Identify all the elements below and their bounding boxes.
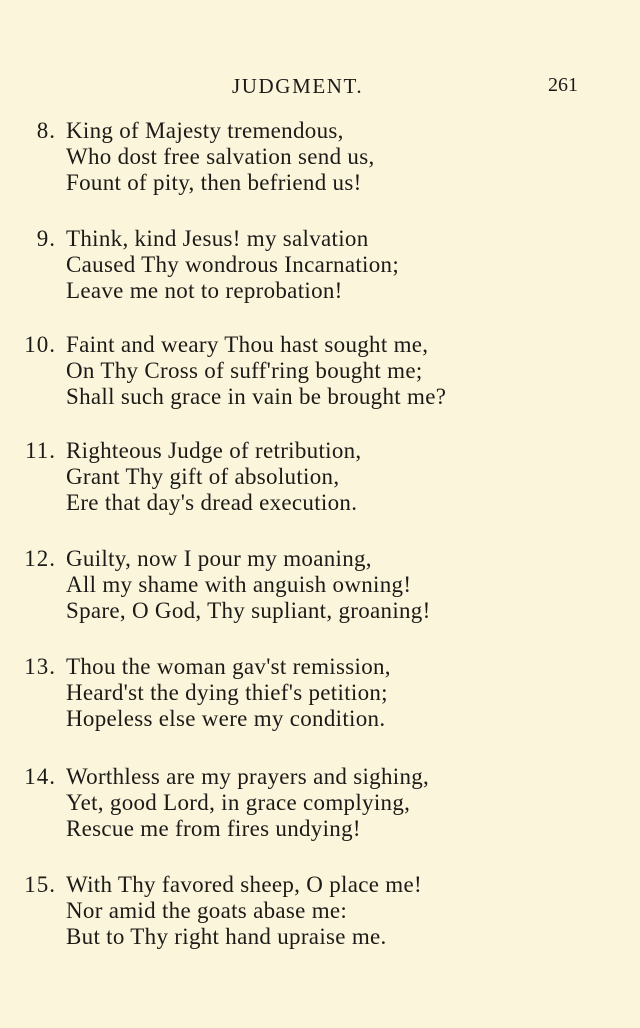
verse-line: Grant Thy gift of absolution,	[66, 464, 340, 489]
verse-number: 11.	[25, 438, 56, 463]
verse-line: Fount of pity, then befriend us!	[66, 170, 362, 195]
verse-line: King of Majesty tremendous,	[66, 118, 344, 143]
verse-line: Worthless are my prayers and sighing,	[66, 764, 430, 789]
running-title: JUDGMENT.	[232, 74, 364, 98]
running-head	[0, 74, 640, 104]
verse-lines	[66, 764, 636, 842]
verse-lines	[66, 872, 636, 950]
verse-line: Righteous Judge of retribution,	[66, 438, 362, 463]
verse-line: All my shame with anguish owning!	[66, 572, 412, 597]
verse-line: Heard'st the dying thief's petition;	[66, 680, 388, 705]
verse-number: 15.	[24, 872, 56, 897]
verse-line: Nor amid the goats abase me:	[66, 898, 348, 923]
verse-lines	[66, 438, 636, 516]
verse-line: Caused Thy wondrous Incarnation;	[66, 252, 400, 277]
verse-line: On Thy Cross of suff'ring bought me;	[66, 358, 423, 383]
page-number: 261	[548, 74, 578, 96]
verse-number: 14.	[24, 764, 56, 789]
verse-line: Ere that day's dread execution.	[66, 490, 358, 515]
verse-line: Hopeless else were my condition.	[66, 706, 386, 731]
verse-lines	[66, 118, 636, 196]
verse-number: 8.	[36, 118, 56, 143]
verse-number: 13.	[24, 654, 56, 679]
verse-number: 10.	[24, 332, 56, 357]
verse-line: Guilty, now I pour my moaning,	[66, 546, 372, 571]
verse-lines	[66, 654, 636, 732]
verse-line: Yet, good Lord, in grace complying,	[66, 790, 411, 815]
verse-lines	[66, 332, 636, 410]
verse-line: Who dost free salvation send us,	[66, 144, 375, 169]
verse-lines	[66, 226, 636, 304]
verse-line: But to Thy right hand upraise me.	[66, 924, 387, 949]
verse-line: Shall such grace in vain be brought me?	[66, 384, 447, 409]
verse-line: With Thy favored sheep, O place me!	[66, 872, 422, 897]
verse-lines	[66, 546, 636, 624]
verse-number: 12.	[24, 546, 56, 571]
verse-line: Leave me not to reprobation!	[66, 278, 343, 303]
verse-line: Think, kind Jesus! my salvation	[66, 226, 369, 251]
verse-line: Faint and weary Thou hast sought me,	[66, 332, 429, 357]
verse-line: Thou the woman gav'st remission,	[66, 654, 391, 679]
verse-line: Spare, O God, Thy supliant, groaning!	[66, 598, 431, 623]
verse-number: 9.	[36, 226, 56, 251]
verse-line: Rescue me from fires undying!	[66, 816, 361, 841]
